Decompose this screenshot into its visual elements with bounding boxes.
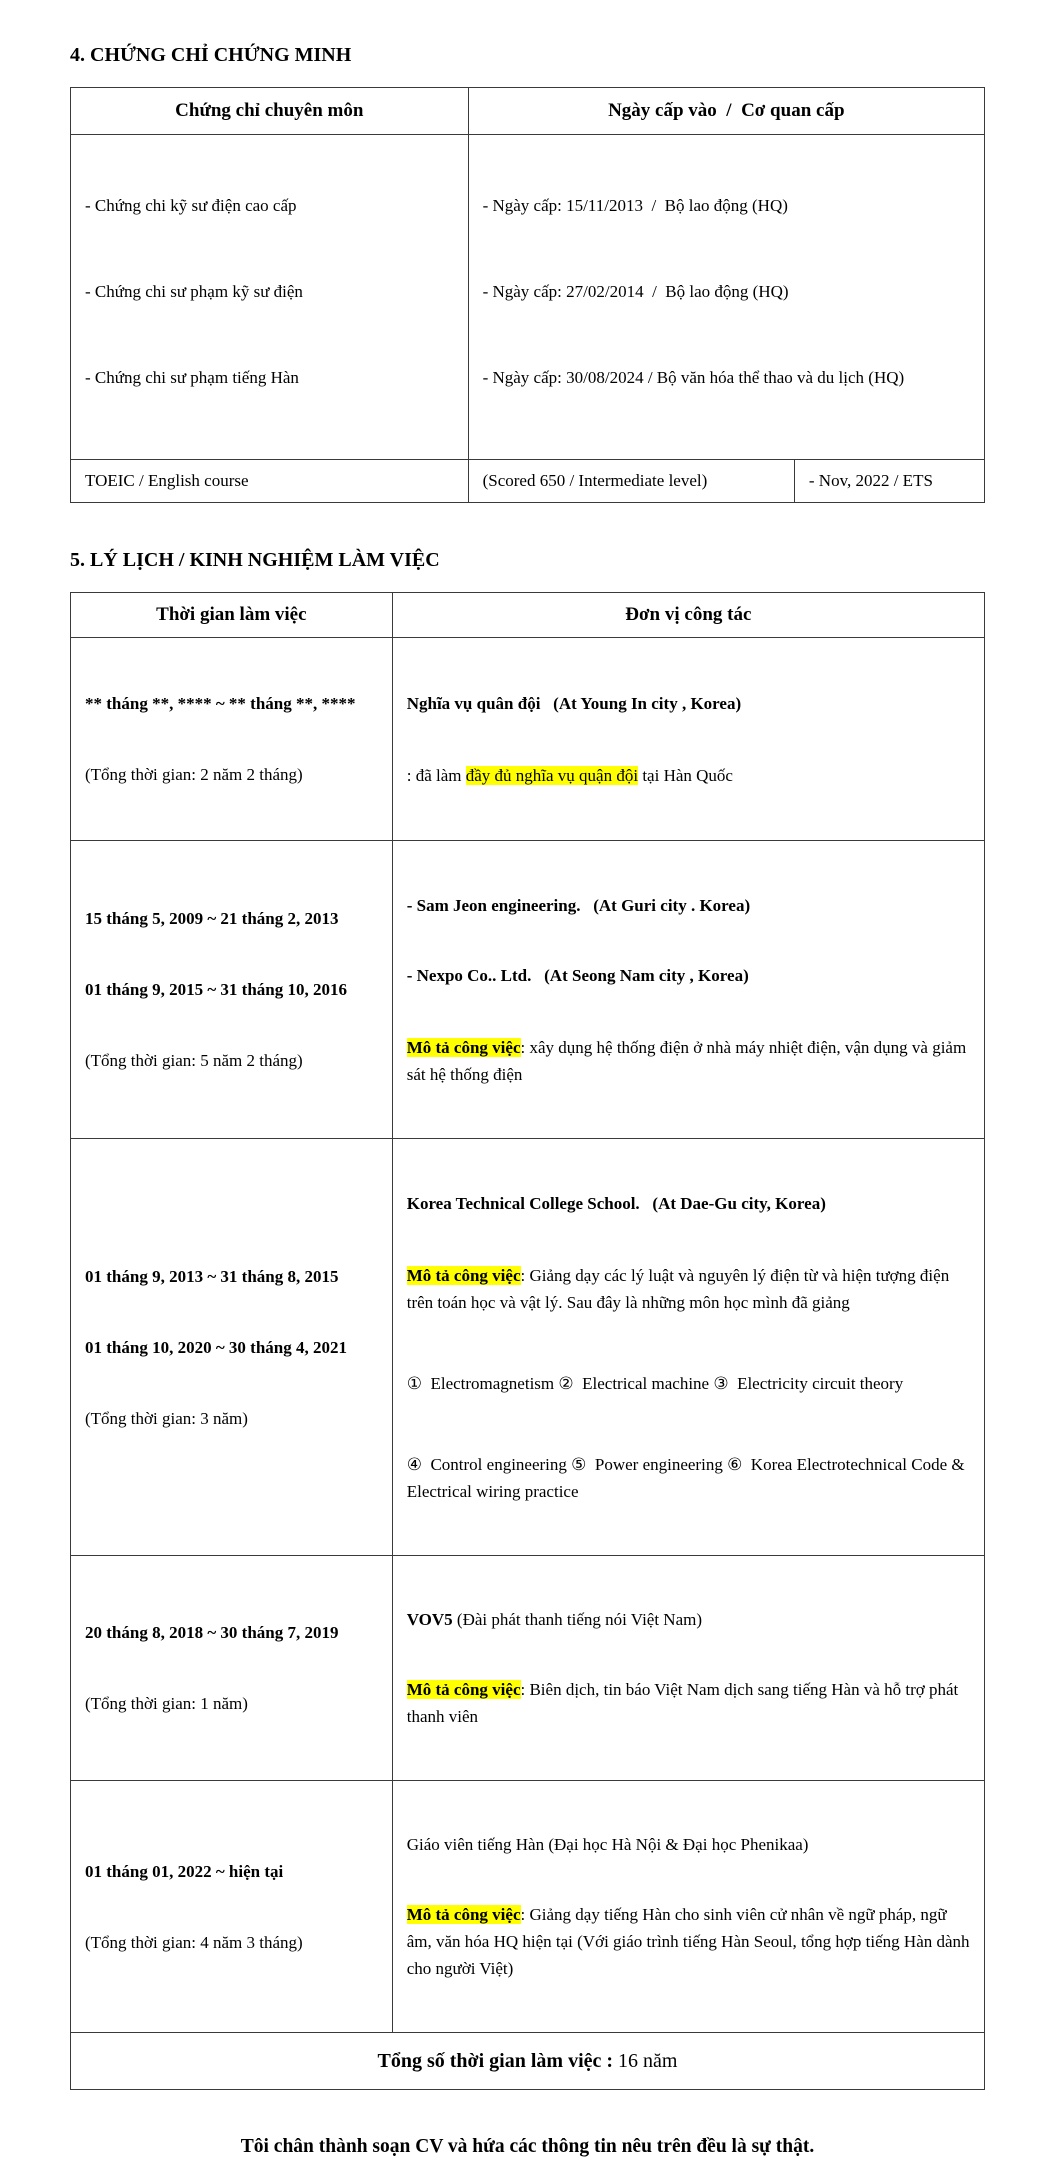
desc-text: : Giảng dạy tiếng Hàn cho sinh viên cử nhân về ngữ pháp, ngữ âm, văn hóa HQ hiện tại (Với giáo trình tiếng Hàn Seoul, tổng hợp tiếng Hàn dành cho người Việt) — [406, 1905, 974, 1978]
exp-header-period: Thời gian làm việc — [71, 593, 393, 638]
total-duration-value: 16 năm — [618, 2049, 678, 2072]
unit-cell — [392, 638, 984, 841]
certificates-header-row — [71, 88, 985, 135]
unit-description — [407, 762, 970, 789]
cert-name-3: - Chứng chi sư phạm tiếng Hàn — [85, 368, 299, 387]
experience-row-vov5 — [71, 1556, 985, 1781]
unit-description — [407, 1676, 970, 1730]
duration-line: (Tổng thời gian: 1 năm) — [85, 1694, 248, 1713]
unit-title: Korea Technical College School. (At Dae-Gu city, Korea) — [406, 1194, 826, 1213]
period-cell — [71, 638, 393, 841]
unit-title: Nghĩa vụ quân đội (At Young In city , Korea) — [406, 694, 742, 713]
desc-text: : Giảng dạy các lý luật và nguyên lý điện từ và hiện tượng điện trên toán học và vật lý. Sau đây là những môn học mình đã giảng — [406, 1266, 954, 1312]
cert-name-1: - Chứng chi kỹ sư điện cao cấp — [85, 196, 297, 215]
unit-title-bold: VOV5 — [406, 1610, 453, 1629]
experience-total-row — [71, 2033, 985, 2090]
desc-label-highlight: Mô tả công việc — [406, 1038, 521, 1057]
cert-issue-2: - Ngày cấp: 27/02/2014 / Bộ lao động (HQ) — [482, 282, 789, 301]
desc-label-highlight: Mô tả công việc — [406, 1680, 521, 1699]
toeic-name-cell: TOEIC / English course — [71, 460, 469, 503]
experience-row-military — [71, 638, 985, 841]
experience-row-engineering — [71, 841, 985, 1139]
toeic-date-cell: - Nov, 2022 / ETS — [794, 460, 984, 503]
period-cell — [71, 1556, 393, 1781]
duration-line: (Tổng thời gian: 2 năm 2 tháng) — [85, 765, 303, 784]
period-line: 01 tháng 9, 2013 ~ 31 tháng 8, 2015 — [85, 1266, 339, 1286]
period-line: ** tháng **, **** ~ ** tháng **, **** — [85, 694, 356, 713]
desc-label-highlight: Mô tả công việc — [406, 1905, 521, 1924]
certificates-body-row — [71, 135, 985, 460]
unit-org: - Sam Jeon engineering. (At Guri city . Korea) — [406, 896, 751, 915]
period-cell — [71, 841, 393, 1139]
certificates-table — [70, 87, 985, 503]
desc-highlight: đầy đủ nghĩa vụ quận đội — [465, 766, 639, 785]
unit-description — [407, 1034, 970, 1088]
subjects-line: ① Electromagnetism ② Electrical machine ③ Electricity circuit theory — [406, 1374, 904, 1393]
experience-row-teacher — [71, 1781, 985, 2033]
duration-line: (Tổng thời gian: 4 năm 3 tháng) — [85, 1932, 303, 1952]
unit-title-rest: (Đài phát thanh tiếng nói Việt Nam) — [452, 1610, 703, 1629]
unit-cell — [392, 1781, 984, 2033]
desc-suffix: tại Hàn Quốc — [638, 766, 733, 785]
cert-issue-3: - Ngày cấp: 30/08/2024 / Bộ văn hóa thể thao và du lịch (HQ) — [482, 368, 905, 387]
unit-description — [407, 1262, 970, 1316]
desc-text: : Biên dịch, tin báo Việt Nam dịch sang tiếng Hàn và hỗ trợ phát thanh viên — [406, 1680, 963, 1726]
certificates-section-title: 4. CHỨNG CHỈ CHỨNG MINH — [70, 44, 352, 66]
subjects-line: ④ Control engineering ⑤ Power engineering ⑥ Korea Electrotechnical Code & Electrical wiring practice — [406, 1455, 969, 1501]
cert-issues-cell — [468, 135, 984, 460]
exp-header-unit: Đơn vị công tác — [392, 593, 984, 638]
unit-title: Giáo viên tiếng Hàn (Đại học Hà Nội & Đại học Phenikaa) — [406, 1835, 809, 1854]
desc-prefix: : đã làm — [406, 766, 466, 785]
unit-cell — [392, 841, 984, 1139]
cert-issue-1: - Ngày cấp: 15/11/2013 / Bộ lao động (HQ) — [482, 196, 788, 215]
unit-description — [406, 1901, 974, 1982]
total-duration-label: Tổng số thời gian làm việc : — [377, 2049, 619, 2072]
period-line: 01 tháng 01, 2022 ~ hiện tại — [85, 1861, 284, 1881]
duration-line: (Tổng thời gian: 5 năm 2 tháng) — [85, 1051, 303, 1070]
period-line: 15 tháng 5, 2009 ~ 21 tháng 2, 2013 — [85, 909, 339, 928]
period-cell — [71, 1781, 393, 2033]
period-line: 20 tháng 8, 2018 ~ 30 tháng 7, 2019 — [85, 1623, 339, 1642]
cert-name-2: - Chứng chi sư phạm kỹ sư điện — [85, 282, 303, 301]
toeic-score-cell: (Scored 650 / Intermediate level) — [468, 460, 794, 503]
toeic-row — [71, 460, 985, 503]
period-line: 01 tháng 10, 2020 ~ 30 tháng 4, 2021 — [85, 1337, 347, 1357]
desc-label-highlight: Mô tả công việc — [406, 1266, 521, 1285]
experience-header-row — [71, 593, 985, 638]
cert-header-issue: Ngày cấp vào / Cơ quan cấp — [468, 88, 984, 135]
experience-row-college — [71, 1139, 985, 1556]
duration-line: (Tổng thời gian: 3 năm) — [85, 1408, 248, 1428]
unit-cell — [392, 1139, 984, 1556]
experience-section-title: 5. LÝ LỊCH / KINH NGHIỆM LÀM VIỆC — [70, 549, 440, 571]
desc-text: : xây dụng hệ thống điện ở nhà máy nhiệt điện, vận dụng và giảm sát hệ thống điện — [406, 1038, 971, 1084]
period-line: 01 tháng 9, 2015 ~ 31 tháng 10, 2016 — [85, 980, 347, 999]
unit-title — [407, 1606, 970, 1633]
cert-header-name: Chứng chỉ chuyên môn — [71, 88, 469, 135]
unit-org: - Nexpo Co.. Ltd. (At Seong Nam city , Korea) — [406, 966, 749, 985]
period-cell — [71, 1139, 393, 1556]
experience-table — [70, 592, 985, 2090]
unit-cell — [392, 1556, 984, 1781]
cert-names-cell — [71, 135, 469, 460]
total-duration-cell — [71, 2033, 985, 2090]
honesty-statement: Tôi chân thành soạn CV và hứa các thông tin nêu trên đều là sự thật. — [240, 2136, 815, 2157]
